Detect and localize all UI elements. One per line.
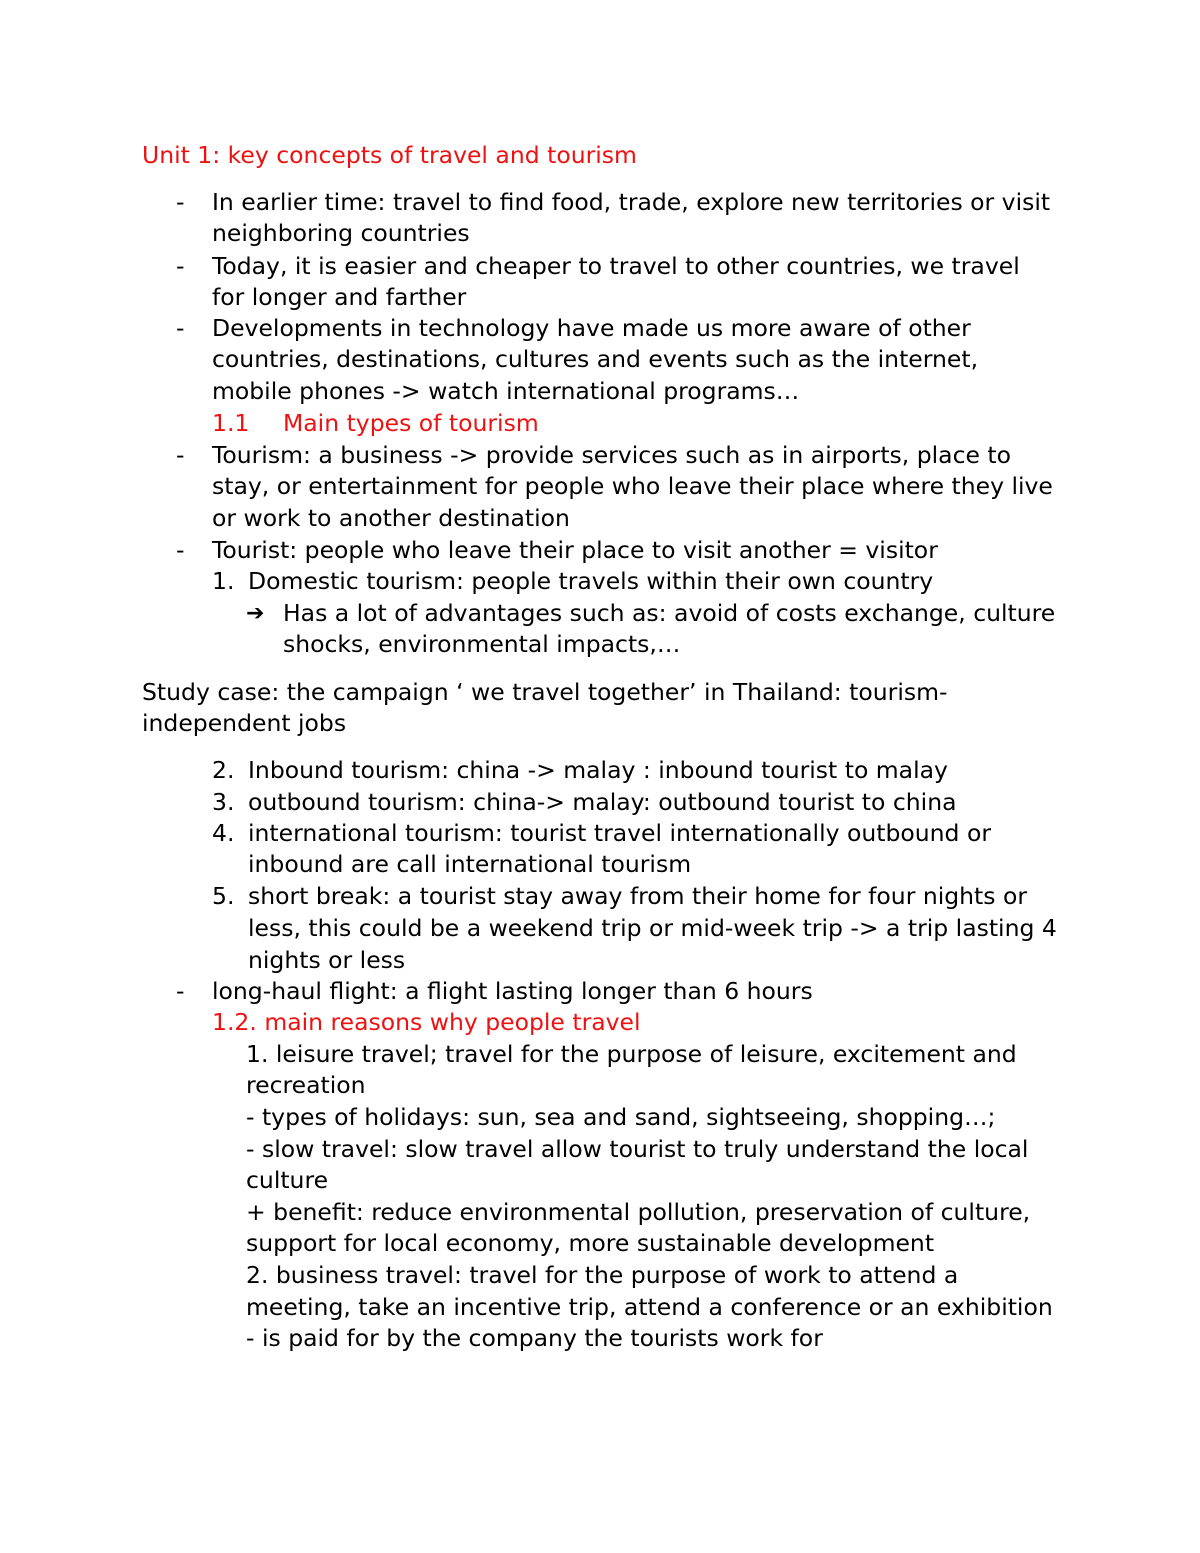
bullet-marker: - — [176, 977, 185, 1005]
reason-line: 2. business travel: travel for the purpose of work to attend a — [246, 1261, 959, 1289]
reason-line: recreation — [246, 1071, 366, 1099]
section-heading: 1.2. main reasons why people travel — [212, 1008, 641, 1036]
bullet-text: for longer and farther — [212, 283, 467, 311]
list-item-text: Inbound tourism: china -> malay : inbound tourist to malay — [248, 756, 948, 784]
reason-line: meeting, take an incentive trip, attend a conference or an exhibition — [246, 1293, 1053, 1321]
list-number: 5. — [212, 882, 235, 910]
section-number: 1.1 — [212, 409, 250, 437]
list-number: 2. — [212, 756, 235, 784]
bullet-text: In earlier time: travel to find food, trade, explore new territories or visit — [212, 188, 1051, 216]
bullet-text: countries, destinations, cultures and events such as the internet, — [212, 345, 979, 373]
reason-line: 1. leisure travel; travel for the purpose of leisure, excitement and — [246, 1040, 1017, 1068]
bullet-text: stay, or entertainment for people who leave their place where they live — [212, 472, 1053, 500]
bullet-text: or work to another destination — [212, 504, 570, 532]
bullet-text: Today, it is easier and cheaper to travel to other countries, we travel — [212, 252, 1020, 280]
reason-line: + benefit: reduce environmental pollution, preservation of culture, — [246, 1198, 1031, 1226]
list-item-text: Domestic tourism: people travels within their own country — [248, 567, 934, 595]
study-case-text: Study case: the campaign ‘ we travel together’ in Thailand: tourism- — [142, 678, 948, 706]
bullet-marker: - — [176, 441, 185, 469]
bullet-marker: - — [176, 252, 185, 280]
bullet-marker: - — [176, 536, 185, 564]
arrow-item-text: shocks, environmental impacts,… — [283, 630, 681, 658]
bullet-text: mobile phones -> watch international programs… — [212, 377, 800, 405]
list-number: 3. — [212, 788, 235, 816]
reason-line: culture — [246, 1166, 329, 1194]
unit-heading: Unit 1: key concepts of travel and tourism — [142, 141, 637, 169]
reason-line: - slow travel: slow travel allow tourist to truly understand the local — [246, 1135, 1029, 1163]
list-number: 1. — [212, 567, 235, 595]
bullet-text: Tourist: people who leave their place to visit another = visitor — [212, 536, 938, 564]
section-title: Main types of tourism — [283, 409, 539, 437]
reason-line: support for local economy, more sustainable development — [246, 1229, 935, 1257]
bullet-text: long-haul flight: a flight lasting longer than 6 hours — [212, 977, 813, 1005]
arrow-item-text: Has a lot of advantages such as: avoid of costs exchange, culture — [283, 599, 1056, 627]
list-item-text: nights or less — [248, 946, 406, 974]
list-item-text: international tourism: tourist travel internationally outbound or — [248, 819, 991, 847]
reason-line: - is paid for by the company the tourists work for — [246, 1324, 823, 1352]
bullet-marker: - — [176, 314, 185, 342]
bullet-marker: - — [176, 188, 185, 216]
bullet-text: Tourism: a business -> provide services such as in airports, place to — [212, 441, 1012, 469]
right-arrow-icon: ➔ — [246, 601, 265, 626]
bullet-text: neighboring countries — [212, 219, 470, 247]
list-item-text: outbound tourism: china-> malay: outbound tourist to china — [248, 788, 957, 816]
list-number: 4. — [212, 819, 235, 847]
bullet-text: Developments in technology have made us more aware of other — [212, 314, 971, 342]
list-item-text: less, this could be a weekend trip or mid-week trip -> a trip lasting 4 — [248, 914, 1057, 942]
list-item-text: inbound are call international tourism — [248, 850, 692, 878]
list-item-text: short break: a tourist stay away from their home for four nights or — [248, 882, 1028, 910]
study-case-text: independent jobs — [142, 709, 347, 737]
reason-line: - types of holidays: sun, sea and sand, sightseeing, shopping…; — [246, 1103, 996, 1131]
